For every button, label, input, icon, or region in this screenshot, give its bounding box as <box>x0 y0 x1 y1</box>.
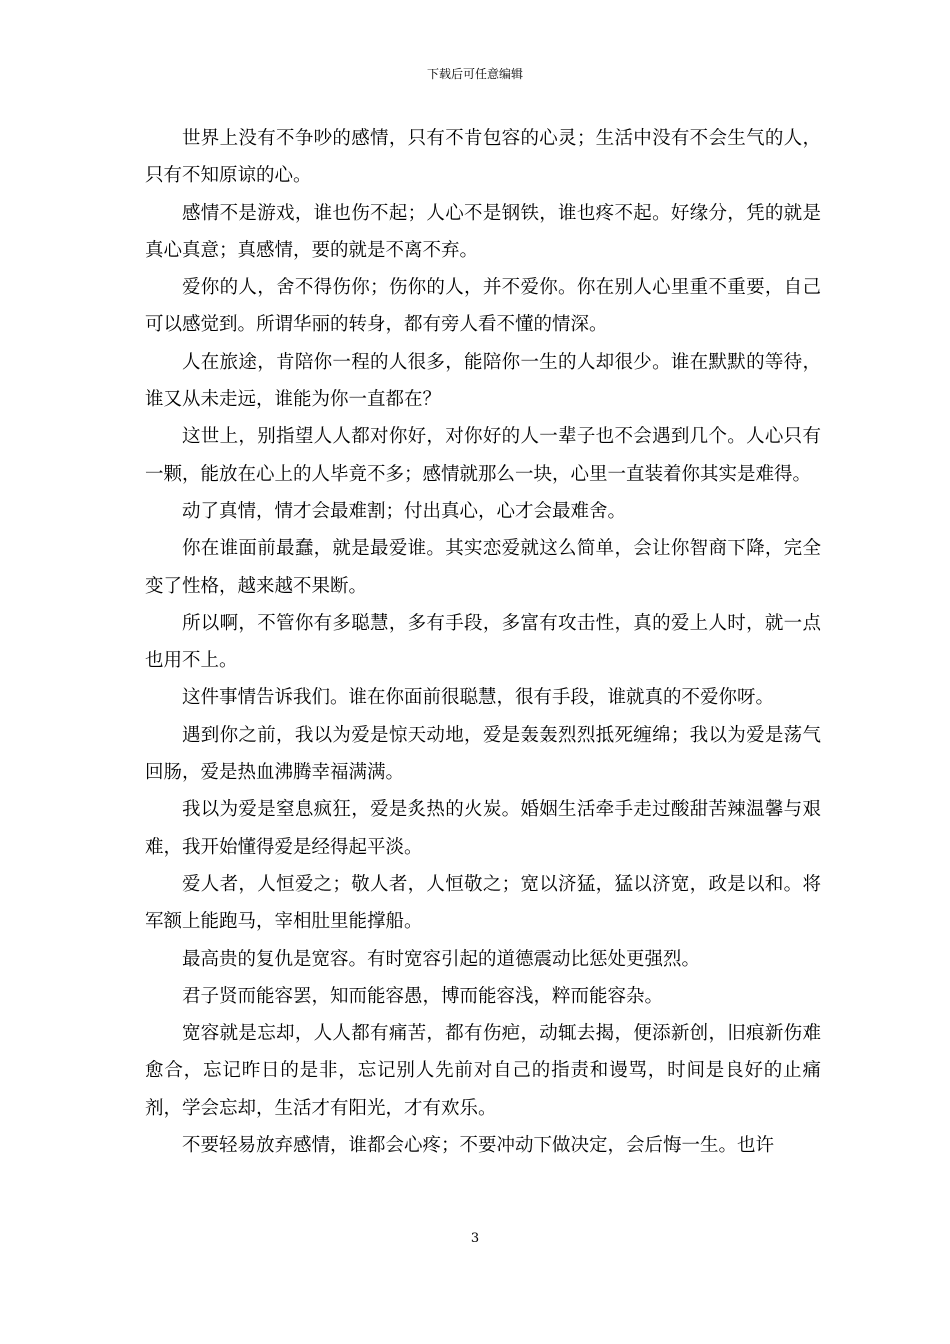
paragraph: 最高贵的复仇是宽容。有时宽容引起的道德震动比惩处更强烈。 <box>182 948 701 970</box>
paragraph: 宽容就是忘却，人人都有痛苦，都有伤疤，动辄去揭，便添新创，旧痕新伤难愈合，忘记昨日的是非，忘记别人先前对自己的指责和谩骂，时间是良好的止痛剂，学会忘却，生活才有阳光，才有欢乐。 <box>145 1023 821 1119</box>
paragraph: 遇到你之前，我以为爱是惊天动地，爱是轰轰烈烈抵死缠绵；我以为爱是荡气回肠，爱是热血沸腾幸福满满。 <box>145 724 821 784</box>
paragraph: 这世上，别指望人人都对你好，对你好的人一辈子也不会遇到几个。人心只有一颗，能放在心上的人毕竟不多；感情就那么一块，心里一直装着你其实是难得。 <box>145 426 821 485</box>
paragraph: 我以为爱是窒息疯狂，爱是炙热的火炭。婚姻生活牵手走过酸甜苦辣温馨与艰难，我开始懂得爱是经得起平淡。 <box>145 799 821 858</box>
page-header: 下载后可任意编辑 <box>426 67 523 81</box>
paragraph: 不要轻易放弃感情，谁都会心疼；不要冲动下做决定，会后悔一生。也许 <box>182 1135 775 1157</box>
paragraph: 世界上没有不争吵的感情，只有不肯包容的心灵；生活中没有不会生气的人，只有不知原谅的心。 <box>145 128 821 187</box>
paragraph: 你在谁面前最蠢，就是最爱谁。其实恋爱就这么简单，会让你智商下降，完全变了性格，越来越不果断。 <box>145 538 821 597</box>
paragraph: 动了真情，情才会最难割；付出真心，心才会最难舍。 <box>182 500 627 522</box>
paragraph: 人在旅途，肯陪你一程的人很多，能陪你一生的人却很少。谁在默默的等待，谁又从未走远，谁能为你一直都在？ <box>145 351 821 411</box>
document-body <box>145 120 821 1164</box>
page-number: 3 <box>470 1231 480 1246</box>
paragraph: 爱人者，人恒爱之；敬人者，人恒敬之；宽以济猛，猛以济宽，政是以和。将军额上能跑马，宰相肚里能撑船。 <box>145 873 821 933</box>
paragraph: 所以啊，不管你有多聪慧，多有手段，多富有攻击性，真的爱上人时，就一点也用不上。 <box>145 612 821 672</box>
paragraph: 君子贤而能容罢，知而能容愚，博而能容浅，粹而能容杂。 <box>182 985 664 1007</box>
paragraph: 这件事情告诉我们。谁在你面前很聪慧，很有手段，谁就真的不爱你呀。 <box>182 687 775 709</box>
paragraph: 爱你的人，舍不得伤你；伤你的人，并不爱你。你在别人心里重不重要，自己可以感觉到。所谓华丽的转身，都有旁人看不懂的情深。 <box>145 277 821 336</box>
paragraph: 感情不是游戏，谁也伤不起；人心不是钢铁，谁也疼不起。好缘分，凭的就是真心真意；真感情，要的就是不离不弃。 <box>145 202 821 261</box>
